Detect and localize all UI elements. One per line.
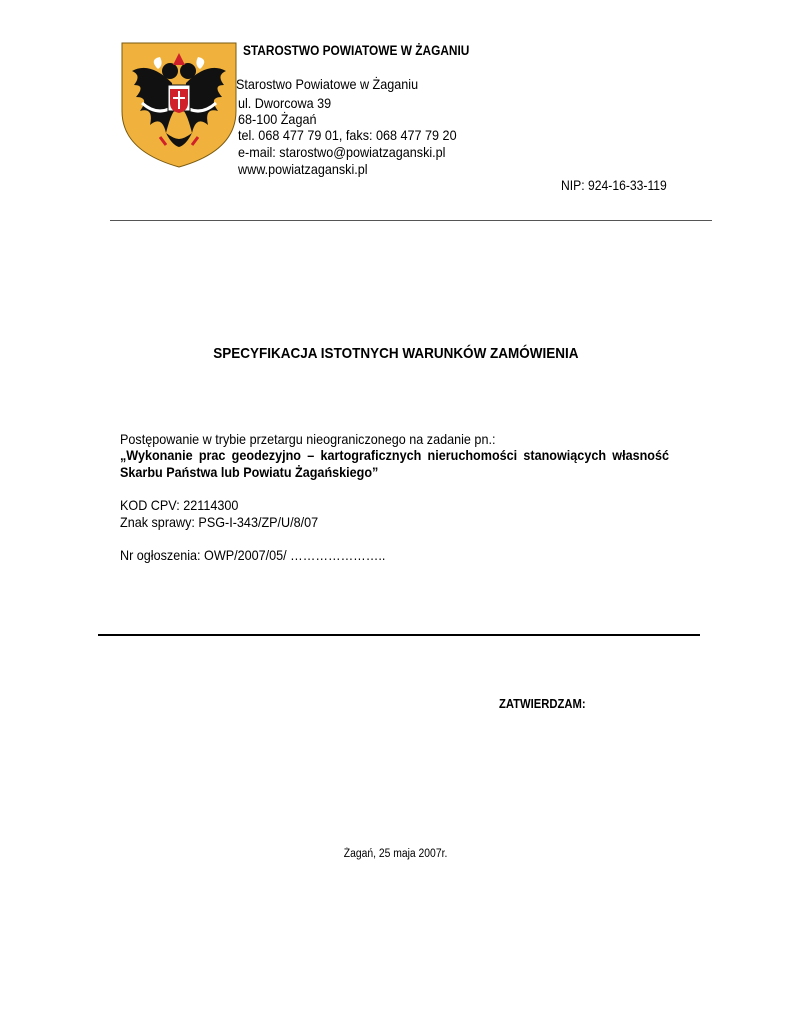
cpv-code: KOD CPV: 22114300: [120, 497, 239, 513]
announcement-number: Nr ogłoszenia: OWP/2007/05/ …………………..: [120, 547, 386, 563]
contract-subject: „Wykonanie prac geodezyjno – kartograficznych nieruchomości stanowiących własność Skarbu Państwa lub Powiatu Żagańskiego”: [120, 447, 669, 480]
address-line-email: e-mail: starostwo@powiatzaganski.pl: [238, 144, 446, 160]
address-line-city: 68-100 Żagań: [238, 111, 317, 127]
document-title-text: SPECYFIKACJA ISTOTNYCH WARUNKÓW ZAMÓWIENIA: [212, 345, 579, 362]
document-date: [0, 848, 791, 860]
case-reference: Znak sprawy: PSG-I-343/ZP/U/8/07: [120, 514, 319, 530]
document-date-text: Żagań, 25 maja 2007r.: [343, 848, 448, 860]
section-divider: [98, 634, 700, 636]
organization-name: STAROSTWO POWIATOWE W ŻAGANIU: [243, 43, 470, 58]
address-line-website: www.powiatzaganski.pl: [238, 161, 368, 177]
county-crest-logo: [120, 41, 238, 169]
approval-label: ZATWIERDZAM:: [499, 697, 586, 711]
address-line-phone: tel. 068 477 79 01, faks: 068 477 79 20: [238, 127, 457, 143]
document-title: [0, 345, 791, 362]
address-line-street: ul. Dworcowa 39: [238, 95, 332, 111]
address-line-office: Starostwo Powiatowe w Żaganiu: [236, 76, 419, 92]
tax-id: NIP: 924-16-33-119: [561, 178, 667, 193]
header-divider: [110, 220, 712, 221]
procedure-intro: Postępowanie w trybie przetargu nieograniczonego na zadanie pn.:: [120, 431, 496, 447]
